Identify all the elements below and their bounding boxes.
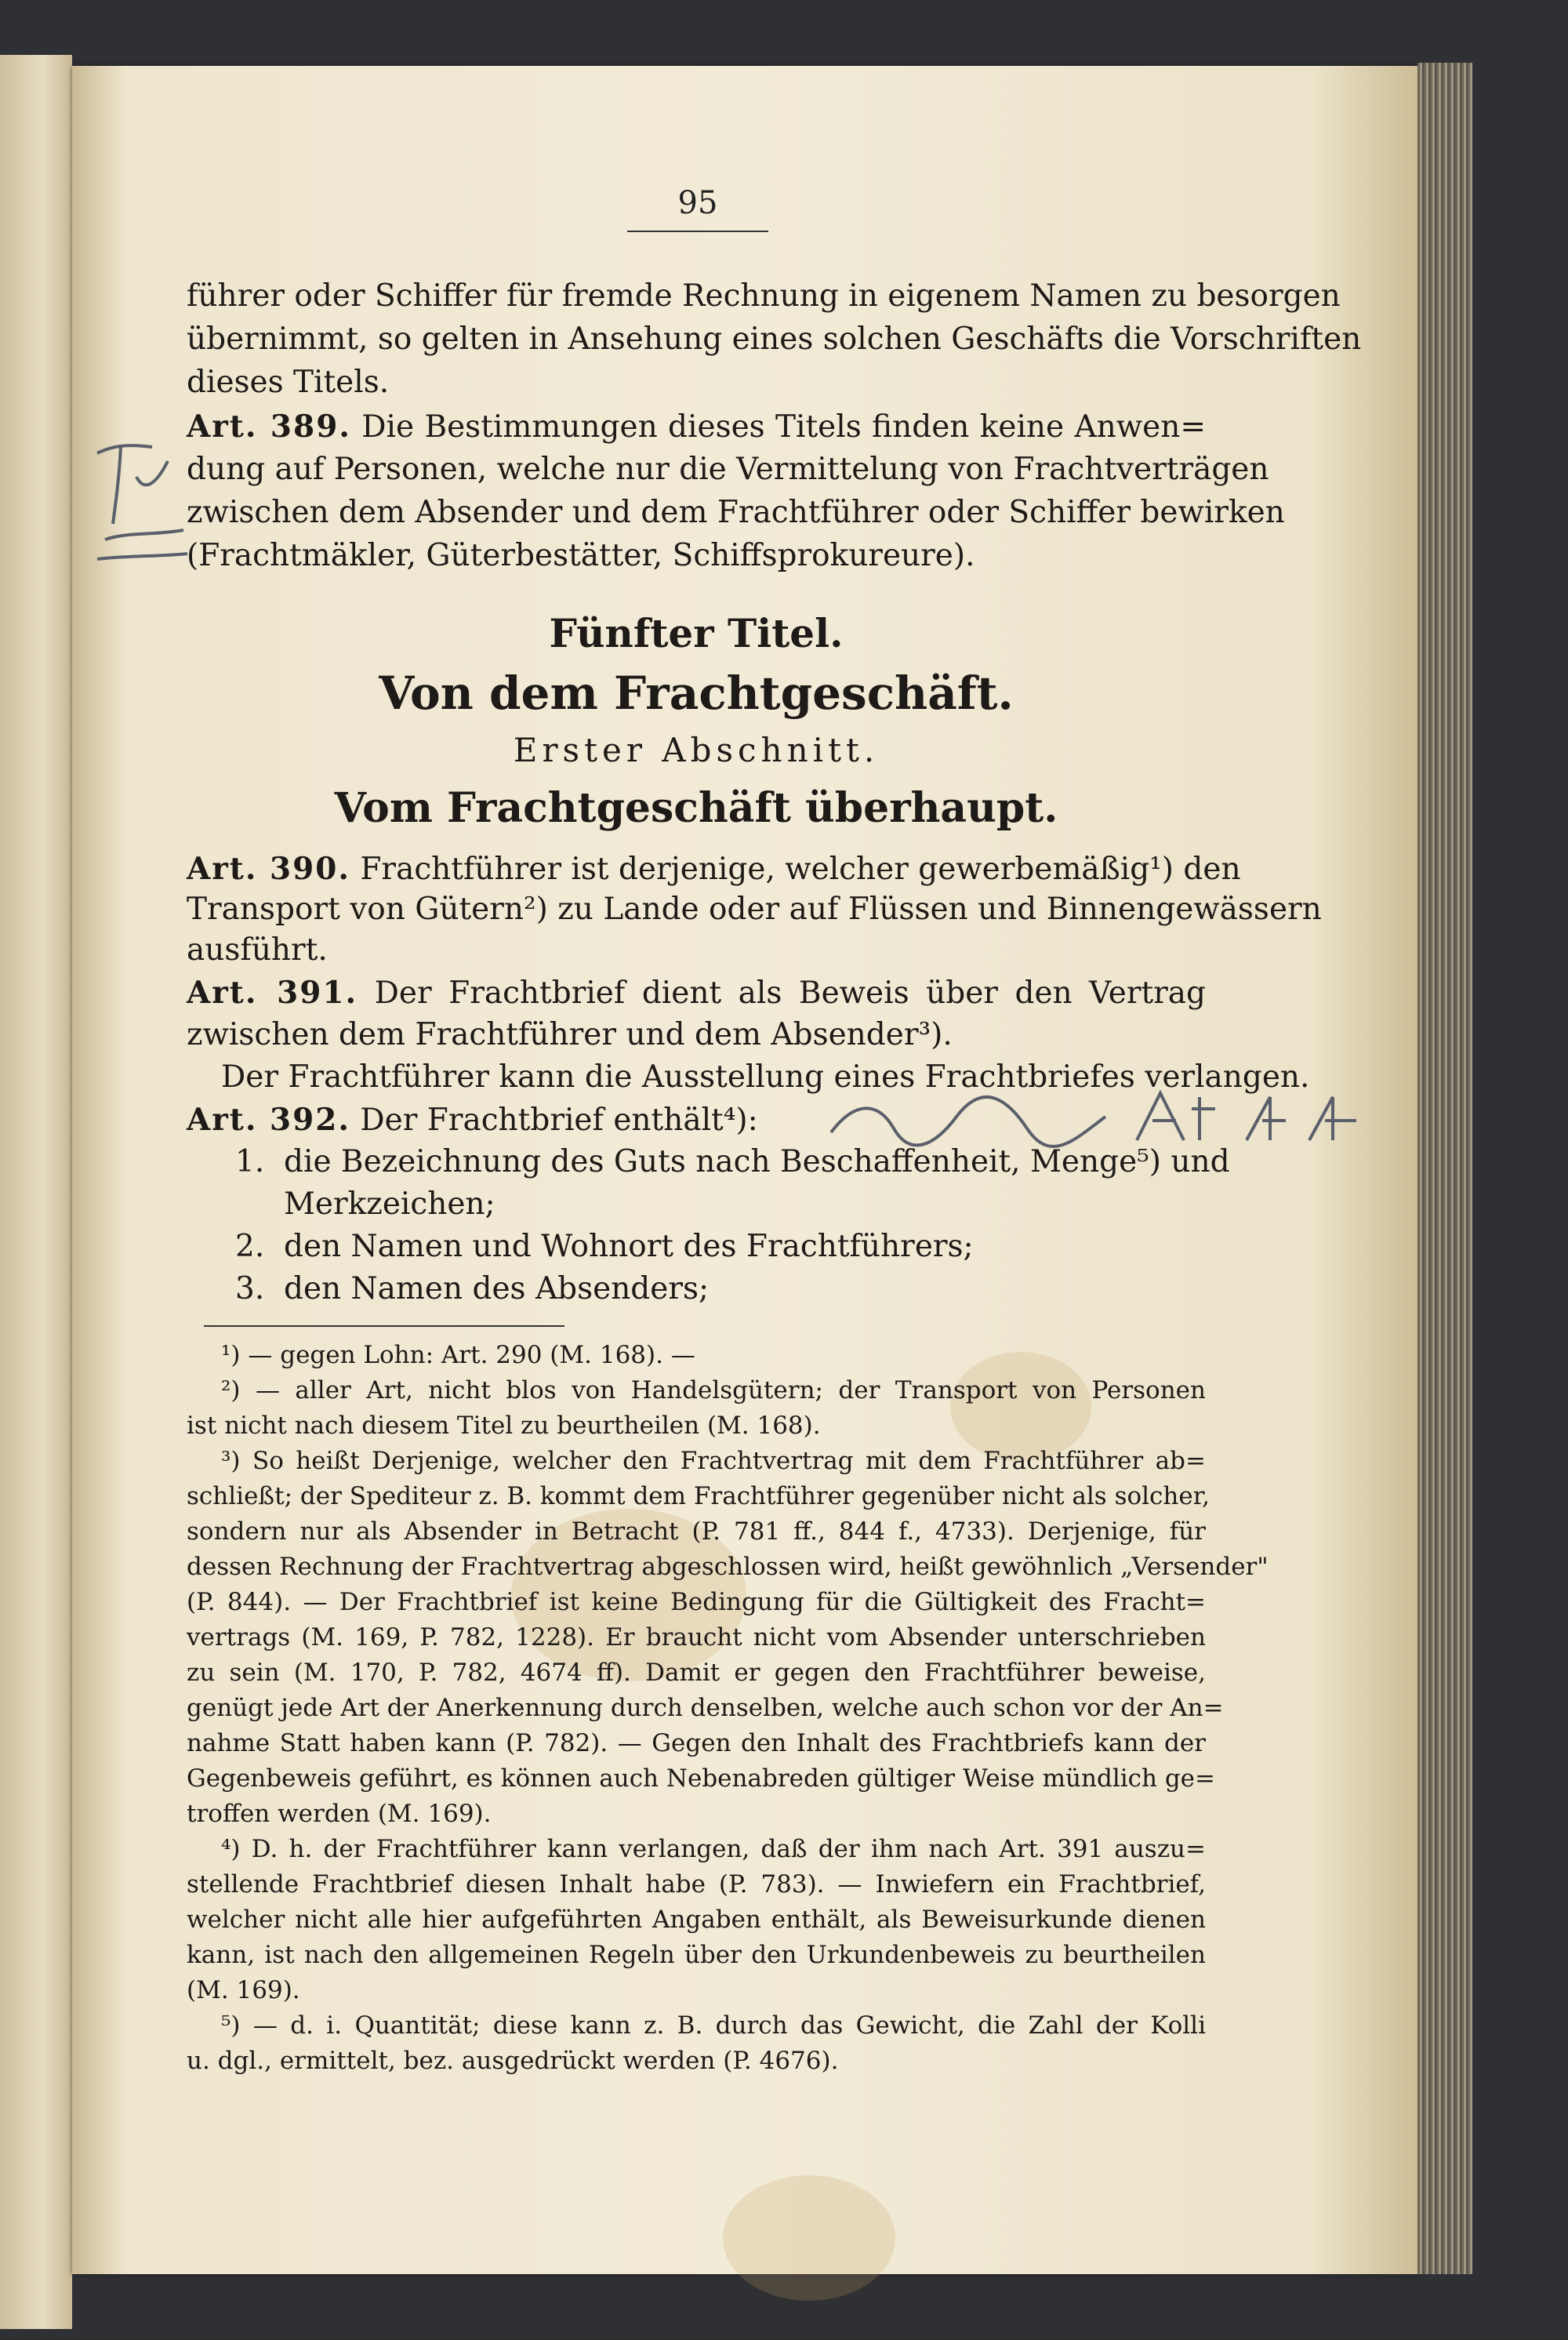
footnote-line: zu sein (M. 170, P. 782, 4674 ff). Damit er gegen den Frachtführer beweise, xyxy=(187,1659,1206,1687)
footnote-line: welcher nicht alle hier aufgeführten Angaben enthält, als Beweisurkunde dienen xyxy=(187,1906,1206,1934)
footnote-rule xyxy=(204,1325,564,1327)
title-heading: Fünfter Titel. xyxy=(549,610,844,656)
handwritten-margin-note xyxy=(82,430,191,571)
list-item-text: die Bezeichnung des Guts nach Beschaffenheit, Menge⁵) und xyxy=(284,1144,1230,1179)
subsection-heading: Vom Frachtgeschäft überhaupt. xyxy=(334,784,1058,832)
article-label: Art. 389. xyxy=(187,409,351,445)
article-text: Der Frachtbrief enthält⁴): xyxy=(360,1103,758,1138)
text-line: (Frachtmäkler, Güterbestätter, Schiffsprokureure). xyxy=(187,538,975,573)
footnote-line: ⁴) D. h. der Frachtführer kann verlangen, daß der ihm nach Art. 391 auszu= xyxy=(221,1835,1206,1863)
footnote-line: stellende Frachtbrief diesen Inhalt habe (P. 783). — Inwiefern ein Frachtbrief, xyxy=(187,1870,1206,1899)
article-label: Art. 392. xyxy=(187,1102,350,1138)
footnote-line: u. dgl., ermittelt, bez. ausgedrückt werden (P. 4676). xyxy=(187,2047,839,2075)
footnote-line: Gegenbeweis geführt, es können auch Nebenabreden gültiger Weise mündlich ge= xyxy=(187,1764,1216,1793)
article-label: Art. 390. xyxy=(187,851,350,887)
footnote-line: troffen werden (M. 169). xyxy=(187,1800,492,1828)
main-heading: Von dem Frachtgeschäft. xyxy=(379,667,1014,720)
footnote-line: (M. 169). xyxy=(187,1976,300,2004)
list-item-number: 3. xyxy=(235,1271,265,1306)
list-item xyxy=(235,1269,709,1310)
footnote-line: ⁵) — d. i. Quantität; diese kann z. B. durch das Gewicht, die Zahl der Kolli xyxy=(221,2011,1206,2040)
list-item-text: den Namen und Wohnort des Frachtführers; xyxy=(284,1229,974,1264)
list-item xyxy=(235,1184,495,1225)
footnote-line: dessen Rechnung der Frachtvertrag abgeschlossen wird, heißt gewöhnlich „Versender" xyxy=(187,1553,1269,1581)
article-389-first-line xyxy=(187,406,1206,448)
article-label: Art. 391. xyxy=(187,975,358,1011)
article-text: Der Frachtbrief dient als Beweis über den Vertrag xyxy=(374,976,1206,1011)
text-line: führer oder Schiffer für fremde Rechnung in eigenem Namen zu besorgen xyxy=(187,278,1341,314)
text-line: zwischen dem Frachtführer und dem Absender³). xyxy=(187,1017,953,1052)
list-item-number: 1. xyxy=(235,1144,265,1179)
footnote-line: ²) — aller Art, nicht blos von Handelsgütern; der Transport von Personen xyxy=(221,1376,1206,1404)
text-line: übernimmt, so gelten in Ansehung eines solchen Geschäfts die Vorschriften xyxy=(187,322,1362,357)
text-line: dung auf Personen, welche nur die Vermittelung von Frachtverträgen xyxy=(187,452,1269,487)
page-number: 95 xyxy=(677,185,718,221)
facing-page-edge xyxy=(0,55,72,2329)
text-line: dieses Titels. xyxy=(187,365,390,400)
text-line: zwischen dem Absender und dem Frachtführer oder Schiffer bewirken xyxy=(187,495,1285,530)
footnote-line: nahme Statt haben kann (P. 782). — Gegen den Inhalt des Frachtbriefs kann der xyxy=(187,1729,1206,1757)
text-line: Der Frachtführer kann die Ausstellung eines Frachtbriefes verlangen. xyxy=(221,1059,1310,1095)
list-item-number: 2. xyxy=(235,1229,265,1264)
footnote-line: ¹) — gegen Lohn: Art. 290 (M. 168). — xyxy=(221,1341,695,1369)
footnote-line: (P. 844). — Der Frachtbrief ist keine Bedingung für die Gültigkeit des Fracht= xyxy=(187,1588,1206,1616)
water-stain xyxy=(723,2175,895,2301)
footnote-line: ³) So heißt Derjenige, welcher den Frachtvertrag mit dem Frachtführer ab= xyxy=(221,1447,1206,1475)
text-line: Transport von Gütern²) zu Lande oder auf Flüssen und Binnengewässern xyxy=(187,892,1322,927)
section-heading: Erster Abschnitt. xyxy=(513,731,880,769)
footnote-line: ist nicht nach diesem Titel zu beurtheilen (M. 168). xyxy=(187,1412,821,1440)
text-line: ausführt. xyxy=(187,932,328,968)
list-item-text: den Namen des Absenders; xyxy=(284,1271,710,1306)
article-391-first-line xyxy=(187,972,1206,1014)
footnote-line: schließt; der Spediteur z. B. kommt dem Frachtführer gegenüber nicht als solcher, xyxy=(187,1482,1210,1510)
book-edge xyxy=(1417,63,1472,2274)
footnote-line: kann, ist nach den allgemeinen Regeln über den Urkundenbeweis zu beurtheilen xyxy=(187,1941,1206,1969)
list-item xyxy=(235,1226,974,1267)
article-text: Frachtführer ist derjenige, welcher gewerbemäßig¹) den xyxy=(360,852,1241,887)
article-text: Die Bestimmungen dieses Titels finden keine Anwen= xyxy=(361,409,1206,445)
footnote-line: sondern nur als Absender in Betracht (P. 781 ff., 844 f., 4733). Derjenige, für xyxy=(187,1517,1206,1546)
article-390-first-line xyxy=(187,848,1241,890)
footnote-line: vertrags (M. 169, P. 782, 1228). Er braucht nicht vom Absender unterschrieben xyxy=(187,1623,1206,1651)
handwritten-annotation xyxy=(823,1085,1372,1156)
footnote-line: genügt jede Art der Anerkennung durch denselben, welche auch schon vor der An= xyxy=(187,1694,1224,1722)
list-item-text: Merkzeichen; xyxy=(284,1186,495,1222)
page-number-rule xyxy=(627,231,768,232)
